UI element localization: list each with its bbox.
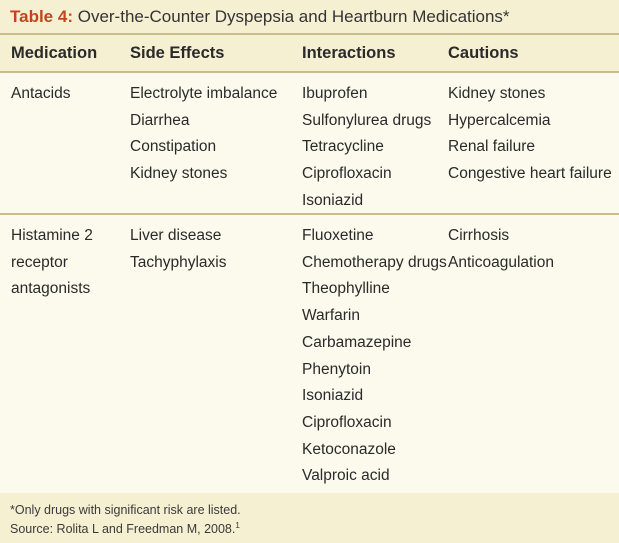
caution-item: Hypercalcemia (448, 111, 551, 129)
interaction-item: Sulfonylurea drugs (302, 111, 432, 129)
side-effects-cell (130, 81, 300, 188)
medication-cell (11, 223, 121, 303)
medication-name-line: antagonists (11, 280, 91, 298)
medication-name-line: receptor (11, 253, 68, 271)
interaction-item: Fluoxetine (302, 227, 374, 244)
source-reference: 1 (235, 521, 240, 530)
side-effect-item: Electrolyte imbalance (130, 85, 278, 102)
header-medication: Medication (11, 44, 98, 62)
caution-item: Congestive heart failure (448, 165, 612, 183)
medication-name-line: Histamine 2 (11, 227, 93, 244)
source-line (10, 521, 240, 536)
interaction-item: Ciprofloxacin (302, 413, 392, 431)
caution-item: Cirrhosis (448, 227, 510, 244)
footnote: *Only drugs with significant risk are listed. (10, 503, 241, 517)
interaction-item: Ciprofloxacin (302, 165, 392, 183)
interaction-item: Phenytoin (302, 360, 371, 378)
table-header-row (0, 35, 619, 71)
interaction-item: Ketoconazole (302, 440, 396, 458)
caution-item: Renal failure (448, 138, 536, 156)
header-cautions: Cautions (448, 44, 519, 62)
caution-item: Anticoagulation (448, 253, 554, 271)
table-title-text (10, 6, 510, 28)
header-interactions: Interactions (302, 44, 396, 62)
caution-item: Kidney stones (448, 85, 546, 102)
side-effects-cell (130, 223, 300, 276)
cautions-cell (448, 223, 618, 276)
interaction-item: Tetracycline (302, 138, 384, 156)
side-effect-item: Kidney stones (130, 165, 228, 183)
side-effect-item: Tachyphylaxis (130, 253, 227, 271)
medication-name: Antacids (11, 85, 71, 102)
interaction-item: Valproic acid (302, 467, 390, 485)
interaction-item: Isoniazid (302, 387, 364, 405)
interaction-item: Warfarin (302, 307, 360, 325)
side-effect-item: Constipation (130, 138, 217, 156)
interaction-item: Ibuprofen (302, 85, 368, 102)
interaction-item: Theophylline (302, 280, 390, 298)
table-row (0, 215, 619, 493)
table-number: Table 4: (10, 7, 73, 26)
interaction-item: Carbamazepine (302, 333, 412, 351)
interactions-cell (302, 81, 447, 215)
interactions-cell (302, 223, 447, 490)
header-side-effects: Side Effects (130, 44, 225, 62)
cautions-cell (448, 81, 618, 188)
interaction-item: Chemotherapy drugs (302, 253, 447, 271)
side-effect-item: Diarrhea (130, 111, 190, 129)
table-caption: Over-the-Counter Dyspepsia and Heartburn Medications* (77, 7, 510, 26)
table-footer (0, 493, 619, 543)
source-text: Source: Rolita L and Freedman M, 2008. (10, 522, 236, 536)
side-effect-item: Liver disease (130, 227, 222, 244)
table-row (0, 73, 619, 213)
medication-cell (11, 81, 121, 108)
interaction-item: Isoniazid (302, 191, 364, 209)
table-title (0, 0, 619, 33)
